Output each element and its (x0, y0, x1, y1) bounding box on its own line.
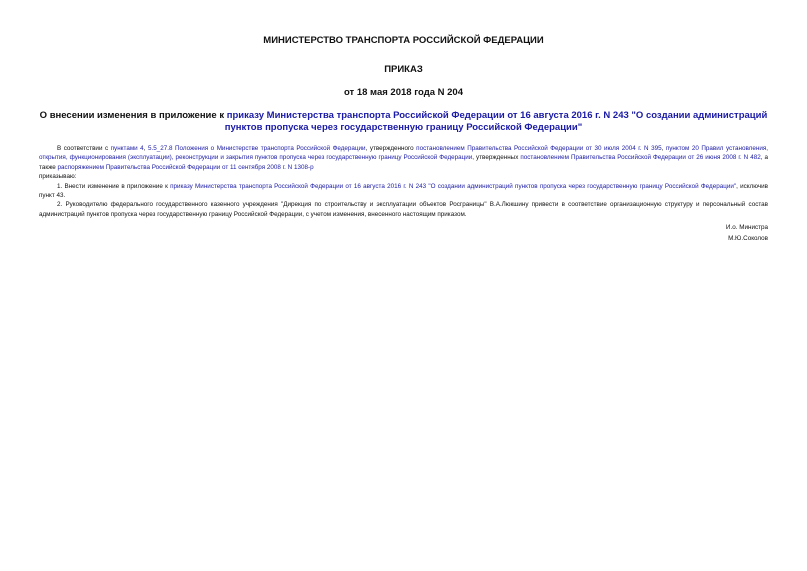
link-point-20-rules[interactable]: пунктом 20 Правил установления, открытия, функционирования (эксплуатации), реконструкции и закрытия пунктов пропуска через государственную границу Российской Федерации (39, 145, 769, 162)
item-1-text-2: , исключив пункт 43. (39, 182, 768, 200)
link-resolution-395[interactable]: постановлением Правительства Российской Федерации от 30 июля 2004 г. N 395 (416, 145, 662, 152)
ministry-heading: МИНИСТЕРСТВО ТРАНСПОРТА РОССИЙСКОЙ ФЕДЕРАЦИИ (263, 35, 544, 46)
preamble-paragraph (39, 144, 768, 172)
signature-name: М.Ю.Соколов (728, 235, 768, 243)
link-resolution-482[interactable]: постановлением Правительства Российской Федерации от 26 июня 2008 г. N 482 (520, 154, 761, 162)
date-number-heading: от 18 мая 2018 года N 204 (343, 87, 464, 98)
preamble-text-1: В соответствии с (57, 145, 111, 152)
item-1-link-order-243[interactable]: приказу Министерства транспорта Российской Федерации от 16 августа 2016 г. N 243 "О создании администраций пунктов пропуска через государственную границу Российской Федерации" (170, 182, 737, 190)
order-word: приказываю: (39, 173, 77, 181)
document-title (39, 110, 768, 134)
preamble-text-5: , (661, 145, 666, 152)
item-1-paragraph (39, 182, 768, 201)
signature-block (39, 222, 768, 244)
preamble-text-4: , утвержденного (365, 145, 417, 152)
preamble-text-7: , а также (39, 154, 768, 171)
link-points-5-5[interactable]: 5.5_27.8 (147, 145, 173, 152)
preamble-text-6: , утвержденных (472, 154, 521, 162)
link-points-4[interactable]: пунктами 4 (110, 145, 144, 152)
doc-type-heading: ПРИКАЗ (384, 64, 423, 75)
link-ministry-regulation[interactable]: Положения о Министерстве транспорта Российской Федерации (174, 145, 366, 152)
title-prefix: О внесении изменения в приложение к (39, 110, 227, 121)
title-link-order-243[interactable]: приказу Министерства транспорта Российской Федерации от 16 августа 2016 г. N 243 "О создании администраций пунктов пропуска через государственную границу Российской Федерации" (224, 110, 768, 133)
item-1-text-1: 1. Внести изменение в приложение к (57, 182, 171, 190)
document-body (39, 144, 768, 219)
preamble-text-2: , (143, 145, 148, 152)
signature-position: И.о. Министра (725, 224, 768, 232)
link-order-1308-r[interactable]: распоряжением Правительства Российской Федерации от 11 сентября 2008 г. N 1308-р (57, 163, 314, 171)
document-page (39, 35, 768, 244)
item-2-paragraph: 2. Руководителю федерального государственного казенного учреждения "Дирекция по строительству и эксплуатации объектов Росграницы" В.А.Люкшину привести в соответствие организационную структуру и персональный состав администраций пунктов пропуска через государственную границу Российской Федерации, с учетом изменения, внесенного настоящим приказом. (39, 201, 768, 218)
